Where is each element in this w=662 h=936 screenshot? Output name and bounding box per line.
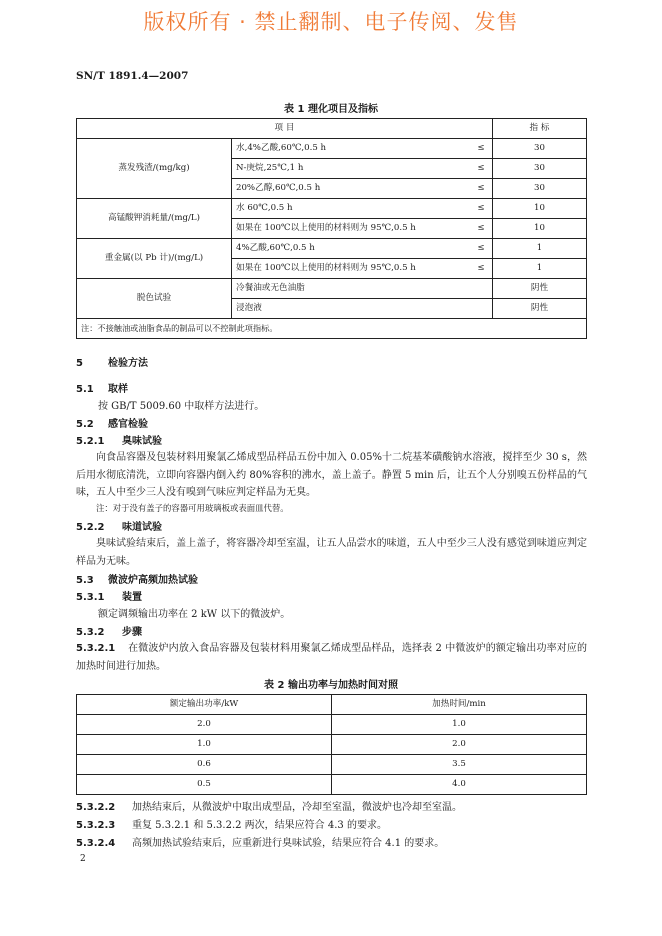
section-5-1-heading: [76, 380, 128, 395]
table-row: [77, 279, 587, 299]
section-5-3-2-4: [76, 834, 444, 849]
section-title: 取样: [108, 384, 128, 395]
condition: 水 60℃,0.5 h: [232, 199, 471, 219]
table-row: [77, 139, 587, 159]
section-title: 微波炉高频加热试验: [108, 575, 198, 586]
le-symbol: ≤: [470, 259, 493, 279]
header-value: 指 标: [493, 119, 587, 139]
header-time: 加热时间/min: [332, 695, 587, 715]
le-symbol: ≤: [470, 139, 493, 159]
section-number: 5.2.1: [76, 436, 105, 447]
section-5-2-2-heading: [76, 518, 162, 533]
condition: 如果在 100℃以上使用的材料则为 95℃,0.5 h: [232, 259, 471, 279]
section-5-3-2-1: [76, 640, 587, 675]
le-symbol: ≤: [470, 239, 493, 259]
section-title: 检验方法: [108, 358, 148, 369]
section-number: 5.3.1: [76, 592, 105, 603]
power-cell: 0.6: [77, 755, 332, 775]
section-5-3-1-text: 额定调频输出功率在 2 kW 以下的微波炉。: [98, 609, 291, 620]
table-note-row: [77, 319, 587, 339]
limit-value: 10: [493, 199, 587, 219]
table-row: [77, 199, 587, 219]
group-name: 脱色试验: [77, 279, 232, 319]
group-name: 高锰酸钾消耗量/(mg/L): [77, 199, 232, 239]
limit-value: 30: [493, 139, 587, 159]
group-name: 重金属(以 Pb 计)/(mg/L): [77, 239, 232, 279]
le-symbol: ≤: [470, 219, 493, 239]
le-symbol: [470, 299, 493, 319]
group-name: 蒸发残渣/(mg/kg): [77, 139, 232, 199]
limit-value: 阴性: [493, 279, 587, 299]
section-5-3-2-3: [76, 816, 387, 831]
table-row: [77, 239, 587, 259]
limit-value: 30: [493, 179, 587, 199]
table2-power-vs-time: [76, 694, 587, 795]
table-row: [77, 715, 587, 735]
table-row: [77, 775, 587, 795]
section-text: 加热结束后，从微波炉中取出成型品，冷却至室温，微波炉也冷却至室温。: [132, 802, 462, 813]
condition: 浸泡液: [232, 299, 471, 319]
section-5-1-text: 按 GB/T 5009.60 中取样方法进行。: [98, 401, 265, 412]
section-title: 味道试验: [122, 522, 162, 533]
section-title: 步骤: [122, 627, 142, 638]
section-5-3-2-heading: [76, 623, 142, 638]
condition: 水,4%乙酸,60℃,0.5 h: [232, 139, 471, 159]
le-symbol: ≤: [470, 179, 493, 199]
power-cell: 1.0: [77, 735, 332, 755]
table1-note: 注：不接触油或油脂食品的制品可以不控制此项指标。: [77, 319, 587, 339]
section-title: 臭味试验: [122, 436, 162, 447]
section-number: 5: [76, 358, 83, 369]
limit-value: 30: [493, 159, 587, 179]
section-number: 5.3.2.1: [76, 643, 116, 654]
header-item: 项 目: [77, 119, 493, 139]
page-number: 2: [80, 854, 86, 864]
section-5-2-1-note: 注：对于没有盖子的容器可用玻璃板或表面皿代替。: [96, 503, 289, 513]
section-title: 装置: [122, 592, 142, 603]
section-number: 5.3: [76, 575, 94, 586]
table1-caption: 表 1 理化项目及指标: [284, 104, 378, 115]
section-number: 5.3.2.3: [76, 820, 116, 831]
time-cell: 4.0: [332, 775, 587, 795]
section-5-3-1-heading: [76, 588, 142, 603]
table-header-row: [77, 695, 587, 715]
condition: 20%乙醇,60℃,0.5 h: [232, 179, 471, 199]
condition: 如果在 100℃以上使用的材料则为 95℃,0.5 h: [232, 219, 471, 239]
condition: N-庚烷,25℃,1 h: [232, 159, 471, 179]
copyright-banner: 版权所有 · 禁止翻制、电子传阅、发售: [143, 10, 519, 34]
section-5-2-1-text: 向食品容器及包装材料用聚氯乙烯成型品样品五份中加入 0.05%十二烷基苯磺酸钠水溶液，搅拌至少 30 s，然后用水彻底清洗，立即向容器内倒入约 80%容积的沸水，盖上盖子。静置 5 min 后，让五个人分别嗅五份样品的气味，五人中至少三人没有嗅到气味应判定样品为无臭。: [76, 452, 587, 498]
section-text: 重复 5.3.2.1 和 5.3.2.2 两次，结果应符合 4.3 的要求。: [132, 820, 387, 831]
standard-code: SN/T 1891.4—2007: [76, 70, 189, 82]
section-5-3-heading: [76, 571, 198, 586]
limit-value: 1: [493, 259, 587, 279]
section-5-heading: [76, 354, 148, 369]
time-cell: 1.0: [332, 715, 587, 735]
section-title: 感官检验: [108, 419, 148, 430]
section-5-3-2-2: [76, 798, 462, 813]
section-number: 5.3.2.4: [76, 838, 116, 849]
condition: 冷餐油或无色油脂: [232, 279, 471, 299]
limit-value: 10: [493, 219, 587, 239]
section-text: 在微波炉内放入食品容器及包装材料用聚氯乙烯成型品样品，选择表 2 中微波炉的额定输出功率对应的加热时间进行加热。: [76, 643, 587, 672]
limit-value: 阴性: [493, 299, 587, 319]
section-5-2-1-heading: [76, 432, 162, 447]
condition: 4%乙酸,60℃,0.5 h: [232, 239, 471, 259]
power-cell: 2.0: [77, 715, 332, 735]
section-number: 5.2.2: [76, 522, 105, 533]
table-row: [77, 755, 587, 775]
header-power: 额定输出功率/kW: [77, 695, 332, 715]
le-symbol: [470, 279, 493, 299]
power-cell: 0.5: [77, 775, 332, 795]
section-text: 高频加热试验结束后，应重新进行臭味试验，结果应符合 4.1 的要求。: [132, 838, 445, 849]
le-symbol: ≤: [470, 199, 493, 219]
table-header-row: [77, 119, 587, 139]
section-number: 5.3.2: [76, 627, 105, 638]
section-number: 5.2: [76, 419, 94, 430]
section-number: 5.1: [76, 384, 94, 395]
section-5-2-heading: [76, 415, 148, 430]
limit-value: 1: [493, 239, 587, 259]
le-symbol: ≤: [470, 159, 493, 179]
table-row: [77, 735, 587, 755]
section-number: 5.3.2.2: [76, 802, 116, 813]
time-cell: 3.5: [332, 755, 587, 775]
section-5-2-2-text: 臭味试验结束后，盖上盖子，将容器冷却至室温，让五人品尝水的味道，五人中至少三人没有感觉到味道应判定样品为无味。: [76, 538, 587, 567]
table1-physicochemical: [76, 118, 587, 339]
table2-caption: 表 2 输出功率与加热时间对照: [264, 680, 398, 691]
time-cell: 2.0: [332, 735, 587, 755]
